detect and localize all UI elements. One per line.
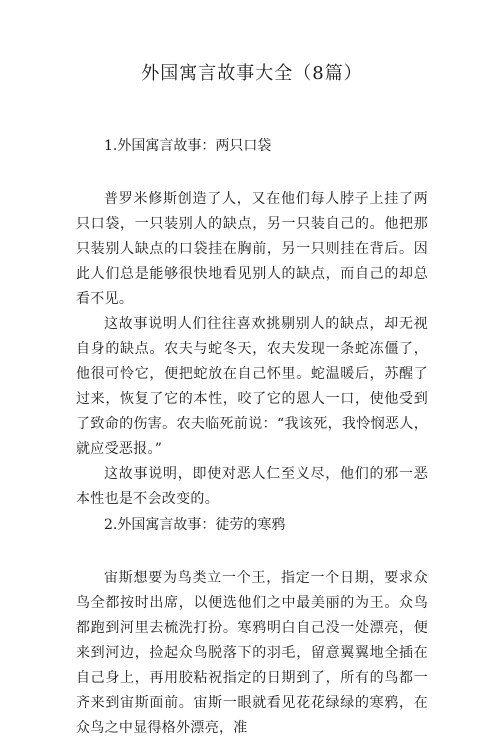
section-heading-2: 2.外国寓言故事：徒劳的寒鸦 — [104, 517, 286, 533]
document-title: 外国寓言故事大全（8篇） — [141, 63, 363, 84]
section-1-paragraph-1: 普罗米修斯创造了人，又在他们每人脖子上挂了两只口袋，一只装别人的缺点，另一只装自己的。他把那只装别人缺点的口袋挂在胸前，另一只则挂在背后。因此人们总是能够很快地看见别人的缺点，而自己的却总看不见。 — [76, 191, 428, 307]
section-2-paragraph-1: 宙斯想要为鸟类立一个王，指定一个日期，要求众鸟全都按时出席，以便选他们之中最美丽的为王。众鸟都跑到河里去梳洗打扮。寒鸦明白自己没一处漂亮，便来到河边，捡起众鸟脱落下的羽毛，留意翼翼地全插在自己身上，再用胶粘祝指定的日期到了，所有的鸟都一齐来到宙斯面前。宙斯一眼就看见花花绿绿的寒鸦，在众鸟之中显得格外漂亮，准 — [76, 570, 428, 736]
section-1-paragraph-3: 这故事说明，即使对恶人仁至义尽，他们的邪一恶本性也是不会改变的。 — [76, 466, 428, 507]
section-heading-1: 1.外国寓言故事：两只口袋 — [104, 138, 272, 154]
section-1-paragraph-2: 这故事说明人们往往喜欢挑剔别人的缺点，却无视自身的缺点。农夫与蛇冬天，农夫发现一条蛇冻僵了，他很可怜它，便把蛇放在自己怀里。蛇温暖后，苏醒了过来，恢复了它的本性，咬了它的恩人一口，使他受到了致命的伤害。农夫临死前说：“我该死，我怜悯恶人，就应受恶报。” — [76, 316, 428, 457]
